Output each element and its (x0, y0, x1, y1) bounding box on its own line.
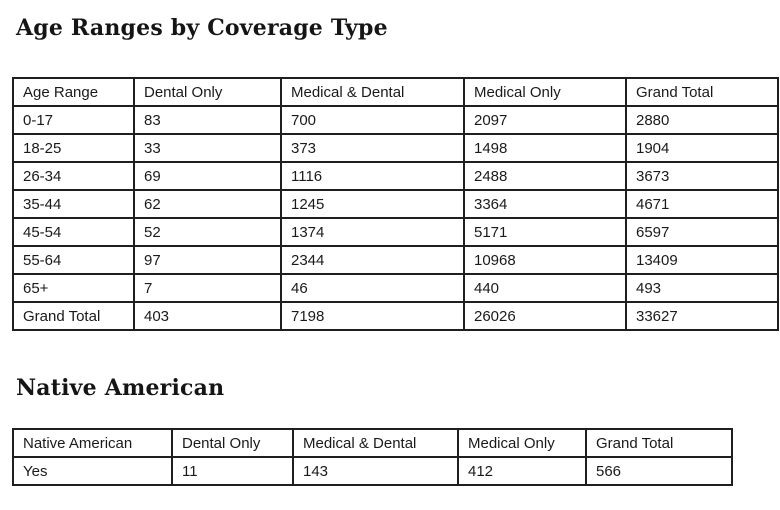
table-cell: 6597 (626, 218, 778, 246)
table-cell: 440 (464, 274, 626, 302)
table-cell: 35-44 (13, 190, 134, 218)
table-cell: 1904 (626, 134, 778, 162)
table-row (13, 134, 778, 162)
table-cell: 1498 (464, 134, 626, 162)
table-cell: 45-54 (13, 218, 134, 246)
table-cell: 5171 (464, 218, 626, 246)
table-cell: 566 (586, 457, 732, 485)
table-cell: 3673 (626, 162, 778, 190)
table-row (13, 218, 778, 246)
table-cell: 143 (293, 457, 458, 485)
table-cell: 55-64 (13, 246, 134, 274)
section-age-ranges (0, 15, 780, 331)
table-cell: 33 (134, 134, 281, 162)
table-cell: 2344 (281, 246, 464, 274)
table-cell: 7 (134, 274, 281, 302)
table-cell: 0-17 (13, 106, 134, 134)
column-header: Grand Total (626, 78, 778, 106)
table-cell: 97 (134, 246, 281, 274)
table-cell: 52 (134, 218, 281, 246)
table-row (13, 190, 778, 218)
table-cell: 13409 (626, 246, 778, 274)
table-row (13, 246, 778, 274)
column-header: Dental Only (134, 78, 281, 106)
table-cell: 412 (458, 457, 586, 485)
header-row (13, 429, 732, 457)
report-page (0, 15, 780, 486)
table-cell: 18-25 (13, 134, 134, 162)
section-title-age-ranges: Age Ranges by Coverage Type (16, 15, 388, 41)
table-cell: 3364 (464, 190, 626, 218)
table-cell: 1374 (281, 218, 464, 246)
table-cell: Grand Total (13, 302, 134, 330)
column-header: Medical & Dental (281, 78, 464, 106)
table-cell: 1245 (281, 190, 464, 218)
table-row (13, 106, 778, 134)
section-native-american (0, 375, 780, 486)
table-cell: 2488 (464, 162, 626, 190)
table-cell: 1116 (281, 162, 464, 190)
table-cell: 373 (281, 134, 464, 162)
header-row (13, 78, 778, 106)
native-american-table (12, 428, 733, 486)
column-header: Medical Only (464, 78, 626, 106)
section-title-native-american: Native American (16, 375, 225, 401)
table-cell: 2097 (464, 106, 626, 134)
table-cell: 7198 (281, 302, 464, 330)
age-ranges-by-coverage-table (12, 77, 779, 331)
column-header: Grand Total (586, 429, 732, 457)
table-cell: 62 (134, 190, 281, 218)
table-cell: 2880 (626, 106, 778, 134)
column-header: Dental Only (172, 429, 293, 457)
table-cell: 33627 (626, 302, 778, 330)
column-header: Age Range (13, 78, 134, 106)
table-cell: 700 (281, 106, 464, 134)
column-header: Medical Only (458, 429, 586, 457)
table-cell: 65+ (13, 274, 134, 302)
table-cell: 69 (134, 162, 281, 190)
table-cell: Yes (13, 457, 172, 485)
table-cell: 403 (134, 302, 281, 330)
table-row (13, 162, 778, 190)
column-header: Medical & Dental (293, 429, 458, 457)
table-cell: 26026 (464, 302, 626, 330)
table-cell: 26-34 (13, 162, 134, 190)
table-cell: 493 (626, 274, 778, 302)
column-header: Native American (13, 429, 172, 457)
table-cell: 83 (134, 106, 281, 134)
table-cell: 11 (172, 457, 293, 485)
table-cell: 4671 (626, 190, 778, 218)
table-row (13, 302, 778, 330)
table-cell: 46 (281, 274, 464, 302)
table-cell: 10968 (464, 246, 626, 274)
table-row (13, 457, 732, 485)
table-row (13, 274, 778, 302)
